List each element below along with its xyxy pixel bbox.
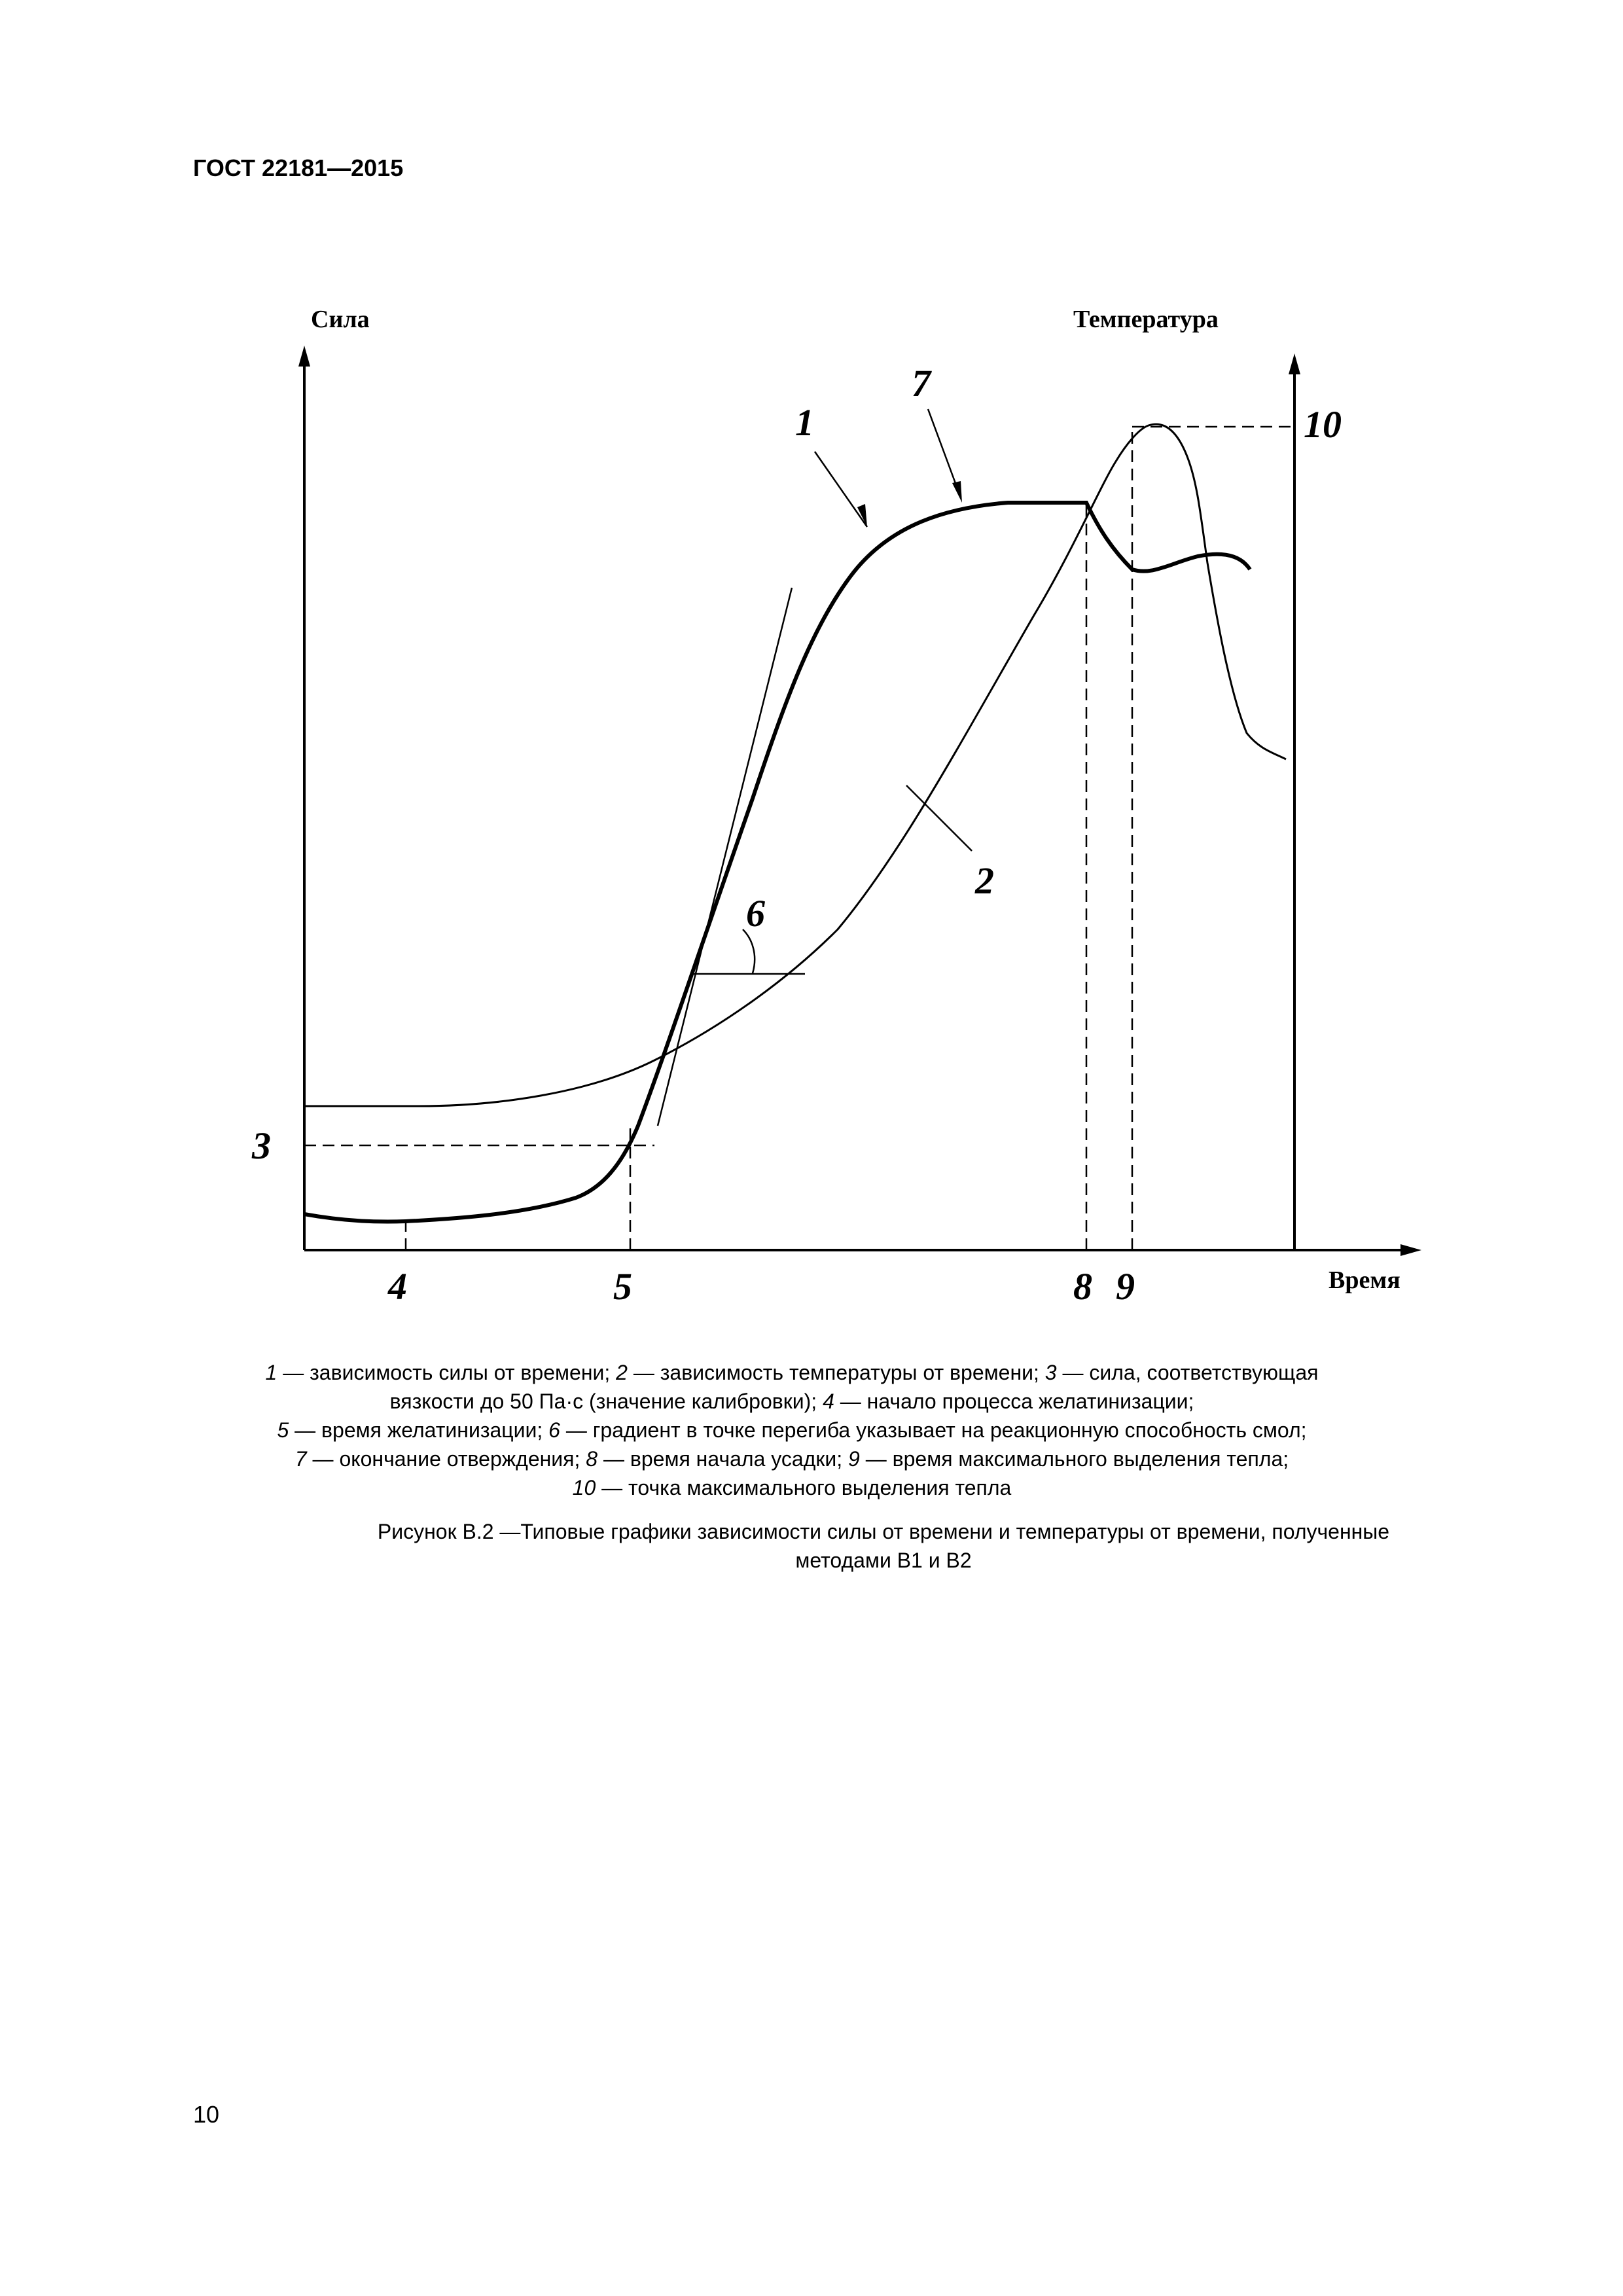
callout-1-leader bbox=[815, 452, 867, 527]
legend-num-6: 6 bbox=[548, 1418, 560, 1442]
figure-caption bbox=[249, 1517, 1518, 1575]
legend-text-3: — сила, соответствующая вязкости до 50 Па·с (значение калибровки); bbox=[389, 1361, 1319, 1413]
series-2-temperature-curve bbox=[304, 424, 1286, 1106]
callout-1: 1 bbox=[795, 401, 814, 444]
x-axis-arrow bbox=[1400, 1244, 1421, 1256]
callout-3: 3 bbox=[252, 1124, 271, 1167]
document-header: ГОСТ 22181—2015 bbox=[193, 154, 404, 181]
legend-text-10: — точка максимального выделения тепла bbox=[596, 1476, 1012, 1499]
legend-num-5: 5 bbox=[277, 1418, 289, 1442]
y-axis-left-arrow bbox=[298, 346, 310, 367]
legend-text-6: — градиент в точке перегиба указывает на реакционную способность смол; bbox=[560, 1418, 1307, 1442]
legend-text-4: — начало процесса желатинизации; bbox=[834, 1390, 1194, 1413]
series-1-force-curve bbox=[304, 503, 1250, 1222]
callout-7: 7 bbox=[912, 362, 931, 404]
legend-num-2: 2 bbox=[616, 1361, 628, 1384]
gradient-angle-arc bbox=[743, 929, 755, 973]
legend-num-1: 1 bbox=[265, 1361, 277, 1384]
y-left-axis-title: Сила bbox=[311, 306, 370, 333]
callout-7-arrow bbox=[952, 481, 962, 503]
callout-2: 2 bbox=[975, 859, 994, 902]
legend-num-10: 10 bbox=[572, 1476, 596, 1499]
page-number: 10 bbox=[193, 2101, 220, 2128]
caption-line-1: Рисунок В.2 —Типовые графики зависимости силы от времени и температуры от времени, полученные bbox=[377, 1520, 1390, 1543]
legend-text-9: — время максимального выделения тепла; bbox=[859, 1447, 1289, 1471]
callout-8: 8 bbox=[1073, 1265, 1092, 1308]
figure-legend bbox=[223, 1358, 1361, 1502]
x-axis-title: Время bbox=[1329, 1266, 1400, 1294]
legend-num-3: 3 bbox=[1044, 1361, 1057, 1384]
legend-text-5: — время желатинизации; bbox=[289, 1418, 549, 1442]
y-axis-right-arrow bbox=[1289, 353, 1300, 374]
legend-text-1: — зависимость силы от времени; bbox=[277, 1361, 616, 1384]
legend-num-7: 7 bbox=[294, 1447, 307, 1471]
callout-4: 4 bbox=[388, 1265, 407, 1308]
legend-num-8: 8 bbox=[586, 1447, 598, 1471]
legend-text-7: — окончание отверждения; bbox=[306, 1447, 586, 1471]
callout-10: 10 bbox=[1304, 403, 1342, 446]
callout-6: 6 bbox=[746, 892, 765, 935]
legend-text-2: — зависимость температуры от времени; bbox=[627, 1361, 1045, 1384]
callout-5: 5 bbox=[613, 1265, 632, 1308]
callout-9: 9 bbox=[1116, 1265, 1135, 1308]
legend-num-4: 4 bbox=[823, 1390, 834, 1413]
legend-num-9: 9 bbox=[848, 1447, 860, 1471]
legend-text-8: — время начала усадки; bbox=[597, 1447, 849, 1471]
caption-line-2: методами В1 и В2 bbox=[795, 1549, 972, 1572]
y-right-axis-title: Температура bbox=[1073, 306, 1219, 333]
inflection-tangent-line bbox=[658, 588, 792, 1126]
